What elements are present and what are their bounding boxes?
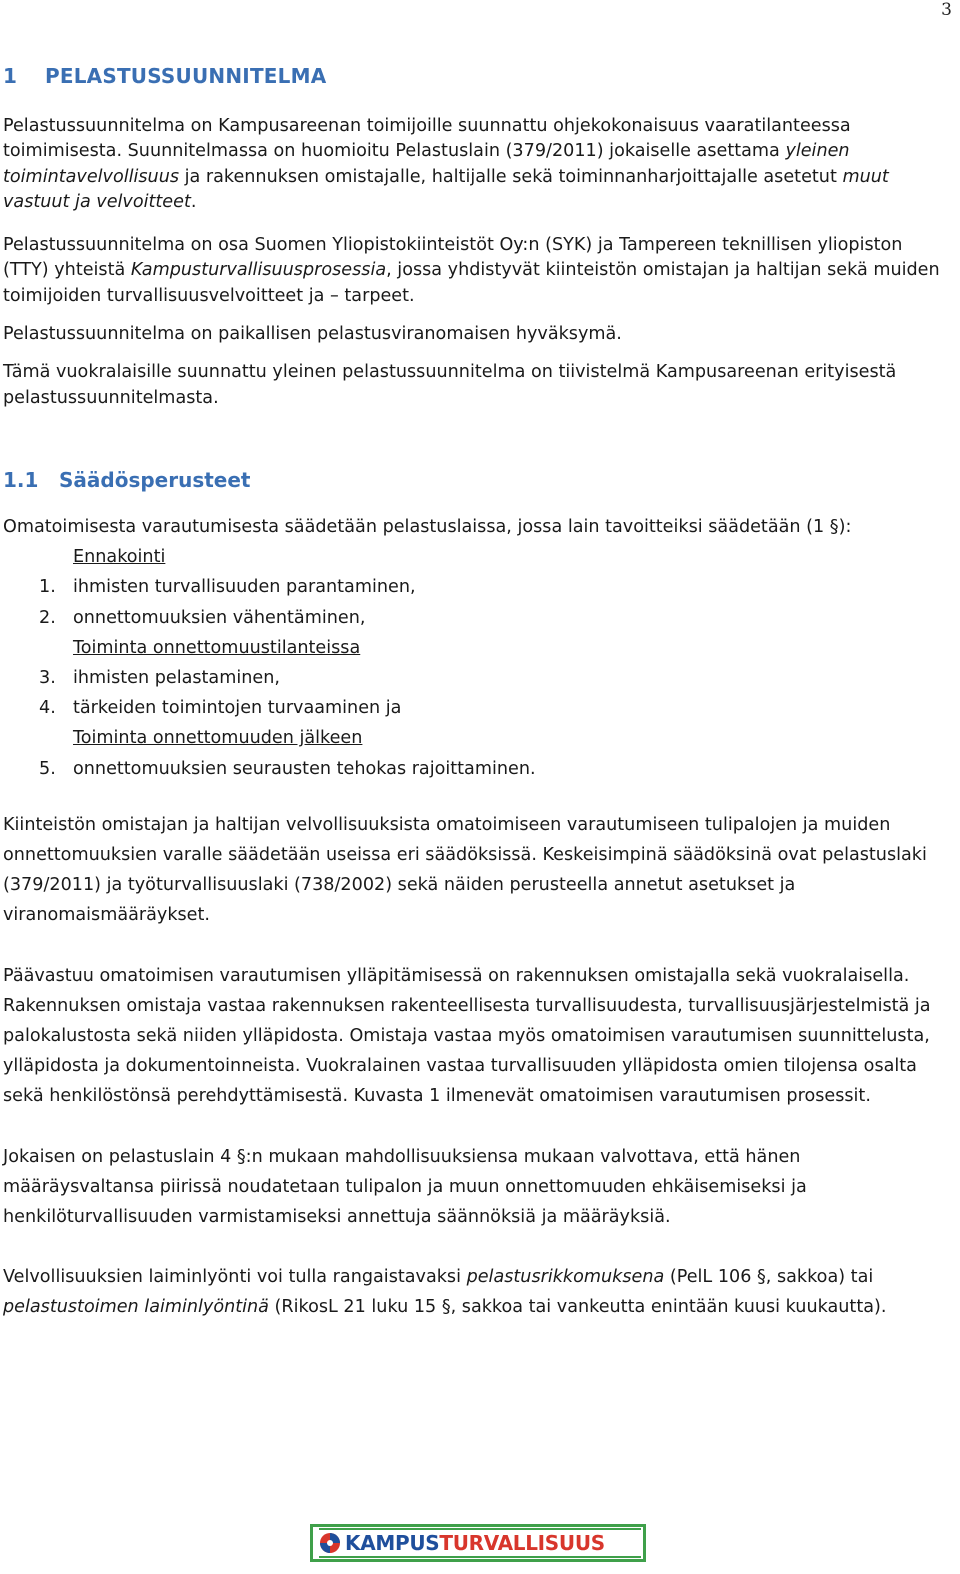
paragraph-text: (PelL 106 §, sakkoa) tai xyxy=(664,1267,874,1288)
paragraph-6: Päävastuu omatoimisen varautumisen ylläpitämisessä on rakennuksen omistajalla sekä vuokralaisella. Rakennuksen omistaja vastaa rakennuksen rakenteellisesta turvallisuudesta, turvallisuusjärjestelmistä ja palokalustosta sekä niiden ylläpidosta. Omistaja vastaa myös omatoimisen varautumisen suunnittelusta, ylläpidosta ja dokumentoinneista. Vuokralainen vastaa turvallisuuden ylläpidosta omien tilojensa osalta sekä henkilöstönsä perehdyttämisestä. Kuvasta 1 ilmenevät omatoimisen varautumisen prosessit. xyxy=(3,965,931,1107)
logo-text-kampus: KAMPUS xyxy=(345,1531,440,1555)
list-item: 4. tärkeiden toimintojen turvaaminen ja xyxy=(39,698,402,719)
document-body xyxy=(3,64,951,1353)
list-item: 2. onnettomuuksien vähentäminen, xyxy=(39,607,366,628)
list-item: 1. ihmisten turvallisuuden parantaminen, xyxy=(39,577,416,598)
list-item: 3. ihmisten pelastaminen, xyxy=(39,667,280,688)
logo-mark-icon xyxy=(319,1532,341,1554)
paragraph-4: Tämä vuokralaisille suunnattu yleinen pelastussuunnitelma on tiivistelmä Kampusareenan erityisestä pelastussuunnitelmasta. xyxy=(3,362,897,408)
italic-term: pelastusrikkomuksena xyxy=(466,1267,665,1288)
paragraph-text: Velvollisuuksien laiminlyönti voi tulla rangaistavaksi xyxy=(3,1267,467,1288)
list-subheading: Toiminta onnettomuuden jälkeen xyxy=(73,728,363,749)
paragraph-2 xyxy=(3,233,951,309)
section-heading-1-1 xyxy=(3,468,951,492)
paragraph-7: Jokaisen on pelastuslain 4 §:n mukaan mahdollisuuksiensa mukaan valvottava, että hänen määräysvaltansa piirissä noudatetaan tulipalon ja muun onnettomuuden ehkäisemiseksi ja henkilöturvallisuuden varmistamiseksi annettuja säännöksiä ja määräyksiä. xyxy=(3,1146,807,1228)
list-subheading: Ennakointi xyxy=(73,547,166,568)
paragraph-text: . xyxy=(190,191,197,212)
italic-term: pelastustoimen laiminlyöntinä xyxy=(3,1297,269,1318)
paragraph-text: ja rakennuksen omistajalle, haltijalle sekä toiminnanharjoittajalle asetetut xyxy=(179,166,843,187)
section-title: Säädösperusteet xyxy=(59,467,251,492)
section-number: 1 xyxy=(3,64,18,88)
paragraph-text: (RikosL 21 luku 15 §, sakkoa tai vankeutta enintään kuusi kuukautta). xyxy=(268,1297,887,1318)
list-intro: Omatoimisesta varautumisesta säädetään pelastuslaissa, jossa lain tavoitteiksi säädetään (1 §): xyxy=(3,516,852,537)
list-item: 5. onnettomuuksien seurausten tehokas rajoittaminen. xyxy=(39,758,536,779)
italic-term: yleinen toimintavelvollisuus xyxy=(3,141,850,187)
logo-text-turvallisuus: TURVALLISUUS xyxy=(439,1531,605,1555)
list-subheading: Toiminta onnettomuustilanteissa xyxy=(73,637,361,658)
italic-term: muut vastuut ja velvoitteet xyxy=(3,166,889,212)
paragraph-8 xyxy=(3,1262,951,1322)
paragraph-text: Pelastussuunnitelma on osa Suomen Yliopistokiinteistöt Oy:n (SYK) ja Tampereen teknillisen yliopiston (TTY) yhteistä xyxy=(3,235,903,281)
goals-list xyxy=(3,542,951,784)
paragraph-text: Pelastussuunnitelma on Kampusareenan toimijoille suunnattu ohjekokonaisuus vaaratilanteessa toimimisesta. Suunnitelmassa on huomioitu Pelastuslain (379/2011) jokaiselle asettama xyxy=(3,116,851,162)
page-number: 3 xyxy=(941,0,952,20)
paragraph-5: Kiinteistön omistajan ja haltijan velvollisuuksista omatoimiseen varautumiseen tulipalojen ja muiden onnettomuuksien varalle säädetään useissa eri säädöksissä. Keskeisimpinä säädöksinä ovat pelastuslaki (379/2011) ja työturvallisuuslaki (738/2002) sekä näiden perusteella annetut asetukset ja viranomaismääräykset. xyxy=(3,814,927,926)
section-title: PELASTUSSUUNNITELMA xyxy=(45,64,327,88)
paragraph-3: Pelastussuunnitelma on paikallisen pelastusviranomaisen hyväksymä. xyxy=(3,324,622,345)
paragraph-text: , jossa yhdistyvät kiinteistön omistajan ja haltijan sekä muiden toimijoiden turvallisuusvelvoitteet ja – tarpeet. xyxy=(3,260,940,306)
section-heading-1 xyxy=(3,64,951,88)
section-number: 1.1 xyxy=(3,467,39,492)
paragraph-1 xyxy=(3,114,951,215)
italic-term: Kampusturvallisuusprosessia xyxy=(130,260,387,281)
kampusturvallisuus-logo xyxy=(310,1524,646,1562)
